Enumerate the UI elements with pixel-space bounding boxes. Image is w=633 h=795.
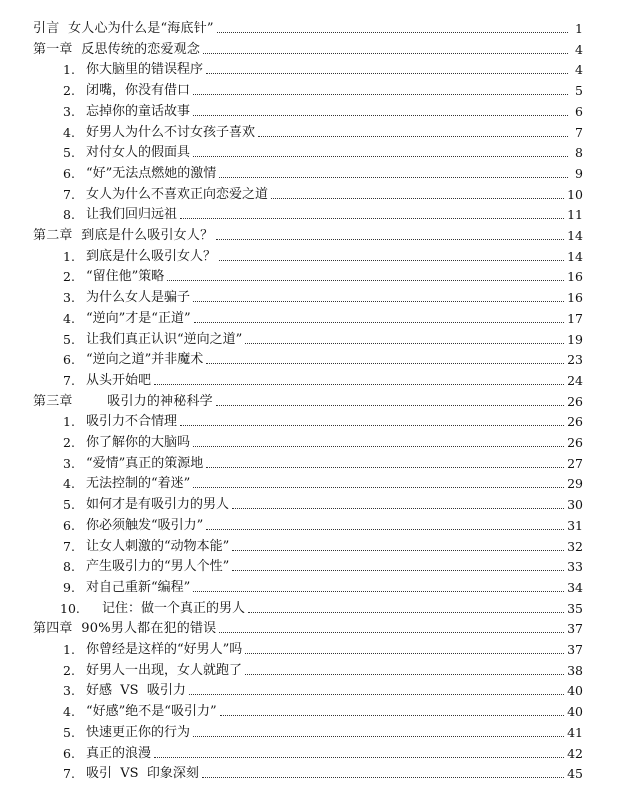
toc-item-entry — [0, 202, 633, 222]
toc-entry-label — [0, 290, 190, 305]
toc-page-number: 1 — [575, 21, 583, 36]
toc-entry-label — [0, 332, 242, 347]
toc-entry-label — [0, 269, 164, 284]
toc-item-entry — [0, 761, 633, 781]
toc-entry-label — [0, 663, 242, 678]
toc-item-entry — [0, 99, 633, 119]
toc-item-number: 2. — [63, 83, 75, 99]
toc-entry-title: 引言 女人心为什么是“海底针” — [33, 21, 214, 36]
toc-entry-title: “好”无法点燃她的激情 — [86, 165, 217, 181]
toc-page-number: 30 — [567, 497, 583, 513]
toc-item-entry — [0, 161, 633, 181]
toc-entry-label — [0, 145, 190, 160]
toc-page-number: 41 — [567, 724, 583, 740]
toc-item-entry — [0, 637, 633, 657]
toc-entry-label — [0, 414, 177, 429]
dot-leader — [206, 528, 564, 530]
toc-item-entry — [0, 471, 633, 491]
toc-item-number: 6. — [63, 352, 75, 368]
toc-entry-title: 吸引 VS 印象深刻 — [86, 766, 199, 782]
toc-item-number: 5. — [63, 497, 75, 513]
toc-item-entry — [0, 513, 633, 533]
toc-item-number: 3. — [63, 455, 75, 471]
toc-entry-title: 第四章 90%男人都在犯的错误 — [33, 621, 217, 637]
dot-leader — [216, 404, 564, 406]
toc-entry-title: 好男人为什么不讨女孩子喜欢 — [86, 124, 256, 140]
toc-page-number: 4 — [575, 41, 583, 57]
toc-item-number: 1. — [63, 248, 75, 264]
dot-leader — [193, 590, 564, 592]
toc-entry-title: 你了解你的大脑吗 — [86, 435, 191, 450]
dot-leader — [232, 569, 564, 571]
toc-page-number: 8 — [575, 145, 583, 161]
toc-item-number: 1. — [63, 642, 75, 657]
toc-item-number: 2. — [63, 269, 75, 285]
toc-item-number: 3. — [63, 683, 75, 699]
toc-item-entry — [0, 554, 633, 574]
toc-entry-label — [0, 352, 203, 367]
toc-item-number: 3. — [63, 290, 75, 306]
toc-entry-label — [0, 373, 151, 388]
toc-page-number: 16 — [567, 290, 583, 306]
toc-entry-title: 对付女人的假面具 — [86, 145, 191, 161]
toc-item-number: 2. — [63, 662, 75, 678]
toc-entry-title: 为什么女人是骗子 — [86, 290, 191, 306]
toc-item-number: 6. — [63, 745, 75, 761]
toc-item-entry — [0, 741, 633, 761]
toc-item-number: 4. — [63, 124, 75, 140]
toc-item-number: 4. — [63, 704, 75, 720]
toc-page-number: 11 — [567, 207, 583, 223]
toc-item-number: 2. — [63, 435, 75, 450]
toc-page-number: 38 — [567, 662, 583, 678]
toc-page-number: 16 — [567, 269, 583, 285]
toc-chapter-entry — [0, 223, 633, 243]
dot-leader — [206, 72, 568, 74]
dot-leader — [180, 424, 564, 426]
toc-entry-label — [0, 166, 216, 181]
toc-entry-title: 无法控制的“着迷” — [86, 476, 191, 492]
toc-item-entry — [0, 492, 633, 512]
toc-page-number: 40 — [567, 683, 583, 699]
toc-page-number: 29 — [567, 476, 583, 492]
toc-entry-label — [0, 683, 186, 698]
dot-leader — [219, 631, 564, 633]
toc-entry-title: 吸引力不合情理 — [86, 414, 178, 430]
toc-entry-title: 让女人刺激的“动物本能” — [86, 538, 230, 554]
toc-entry-title: 让我们回归远祖 — [86, 207, 178, 223]
toc-page-number: 37 — [567, 621, 583, 637]
toc-item-number: 8. — [63, 559, 75, 575]
toc-entry-title: 快速更正你的行为 — [86, 724, 191, 740]
toc-page-number: 26 — [567, 393, 583, 409]
toc-entry-label — [0, 83, 190, 98]
dot-leader — [167, 279, 564, 281]
toc-page-number: 6 — [575, 103, 583, 119]
toc-item-entry — [0, 430, 633, 450]
dot-leader — [180, 217, 564, 219]
toc-page-number: 37 — [567, 642, 583, 657]
toc-page-number: 9 — [575, 165, 583, 181]
dot-leader — [220, 714, 565, 716]
toc-entry-title: 让我们真正认识“逆向之道” — [86, 331, 243, 347]
toc-item-entry — [0, 451, 633, 471]
toc-entry-title: 第一章 反思传统的恋爱观念 — [33, 41, 201, 57]
toc-entry-label — [0, 42, 200, 57]
toc-item-number: 5. — [63, 145, 75, 161]
toc-page-number: 35 — [567, 600, 583, 616]
toc-entry-title: 第二章 到底是什么吸引女人？ — [33, 228, 214, 243]
dot-leader — [206, 362, 564, 364]
toc-item-number: 8. — [63, 207, 75, 223]
toc-entry-title: 到底是什么吸引女人？ — [86, 248, 217, 264]
toc-entry-title: 女人为什么不喜欢正向恋爱之道 — [86, 186, 269, 202]
toc-entry-label — [0, 125, 255, 140]
toc-entry-label — [0, 601, 245, 616]
dot-leader — [245, 342, 564, 344]
toc-entry-label — [0, 62, 203, 77]
toc-item-number: 9. — [63, 579, 75, 595]
toc-page-number: 23 — [567, 352, 583, 368]
toc-entry-label — [0, 580, 190, 595]
toc-page-number: 26 — [567, 435, 583, 450]
toc-entry-title: 闭嘴，你没有借口 — [86, 83, 191, 99]
toc-item-entry — [0, 699, 633, 719]
toc-page-number: 10 — [567, 186, 583, 202]
toc-entry-label — [0, 187, 268, 202]
toc-item-entry — [0, 244, 633, 264]
dot-leader — [219, 176, 568, 178]
dot-leader — [194, 321, 565, 323]
toc-page-number: 40 — [567, 704, 583, 720]
toc-entry-title: 如何才是有吸引力的男人 — [86, 497, 230, 513]
dot-leader — [193, 445, 564, 447]
toc-item-number: 6. — [63, 517, 75, 533]
toc-page-number: 42 — [567, 745, 583, 761]
toc-page-number: 33 — [567, 559, 583, 575]
toc-item-entry — [0, 182, 633, 202]
toc-page-number: 34 — [567, 579, 583, 595]
toc-page-number: 7 — [575, 124, 583, 140]
toc-page-number: 24 — [567, 372, 583, 388]
toc-entry-label — [0, 207, 177, 222]
toc-entry-title: 好感 VS 吸引力 — [86, 683, 186, 699]
toc-item-entry — [0, 720, 633, 740]
toc-entry-label — [0, 539, 229, 554]
toc-item-number: 7. — [63, 186, 75, 202]
toc-item-number: 6. — [63, 165, 75, 181]
dot-leader — [258, 135, 568, 137]
toc-entry-title: 对自己重新“编程” — [86, 579, 191, 595]
toc-entry-title: 你大脑里的错误程序 — [86, 62, 204, 78]
toc-entry-label — [0, 766, 199, 781]
dot-leader — [217, 31, 568, 33]
toc-chapter-entry — [0, 389, 633, 409]
dot-leader — [271, 197, 564, 199]
dot-leader — [216, 238, 564, 240]
toc-entry-label — [0, 725, 190, 740]
toc-entry-title: 真正的浪漫 — [86, 745, 152, 761]
toc-entry-label — [0, 456, 203, 471]
toc-item-entry — [0, 57, 633, 77]
toc-entry-title: 产生吸引力的“男人个性” — [86, 559, 230, 575]
toc-entry-label — [0, 518, 203, 533]
dot-leader — [245, 673, 564, 675]
toc-entry-label — [0, 746, 151, 761]
toc-item-entry — [0, 78, 633, 98]
toc-page-number: 31 — [567, 517, 583, 533]
dot-leader — [154, 383, 564, 385]
toc-entry-title: “逆向之道”并非魔术 — [86, 352, 204, 368]
toc-entry-title: 第三章 吸引力的神秘科学 — [33, 393, 213, 409]
toc-item-entry — [0, 368, 633, 388]
dot-leader — [189, 693, 564, 695]
toc-item-number: 7. — [63, 372, 75, 388]
toc-entry-title: 记住：做一个真正的男人 — [102, 600, 246, 616]
toc-entry-label — [0, 497, 229, 512]
toc-item-entry — [0, 327, 633, 347]
toc-item-number: 7. — [63, 766, 75, 782]
toc-chapter-entry — [0, 37, 633, 57]
toc-page-number: 14 — [567, 228, 583, 243]
toc-item-entry — [0, 306, 633, 326]
toc-item-entry — [0, 140, 633, 160]
toc-item-entry — [0, 120, 633, 140]
toc-item-number: 5. — [63, 331, 75, 347]
dot-leader — [219, 259, 564, 261]
toc-entry-label — [0, 311, 191, 326]
toc-item-entry — [0, 264, 633, 284]
toc-item-number: 7. — [63, 538, 75, 554]
toc-item-number: 1. — [63, 62, 75, 78]
toc-item-entry — [0, 347, 633, 367]
toc-page-number: 17 — [567, 310, 583, 326]
toc-page-number: 4 — [575, 62, 583, 78]
dot-leader — [232, 507, 564, 509]
dot-leader — [193, 114, 568, 116]
toc-entry-label — [0, 704, 217, 719]
toc-item-number: 5. — [63, 724, 75, 740]
dot-leader — [193, 486, 564, 488]
toc-item-entry — [0, 409, 633, 429]
toc-entry-label — [0, 559, 229, 574]
toc-entry-title: 忘掉你的童话故事 — [86, 103, 191, 119]
toc-chapter-entry — [0, 616, 633, 636]
dot-leader — [193, 300, 564, 302]
dot-leader — [232, 549, 564, 551]
dot-leader — [193, 93, 568, 95]
toc-entry-label — [0, 642, 242, 657]
toc-item-entry — [0, 596, 633, 616]
dot-leader — [193, 735, 564, 737]
toc-entry-label — [0, 249, 216, 264]
toc-chapter-entry — [0, 16, 633, 36]
toc-entry-title: “逆向”才是“正道” — [86, 310, 191, 326]
toc-entry-label — [0, 104, 190, 119]
toc-entry-label — [0, 435, 190, 450]
toc-page-number: 14 — [567, 248, 583, 264]
toc-entry-label — [0, 476, 190, 491]
dot-leader — [245, 652, 564, 654]
toc-page-number: 19 — [567, 331, 583, 347]
toc-item-number: 1. — [63, 414, 75, 430]
dot-leader — [154, 756, 564, 758]
toc-entry-label — [0, 621, 216, 636]
toc-page-number: 32 — [567, 538, 583, 554]
toc-entry-label — [0, 21, 214, 36]
toc-entry-title: “爱情”真正的策源地 — [86, 455, 204, 471]
toc-item-number: 4. — [63, 476, 75, 492]
toc-entry-title: “留住他”策略 — [86, 269, 165, 285]
toc-entry-title: 你曾经是这样的“好男人”吗 — [86, 642, 243, 657]
dot-leader — [203, 52, 568, 54]
toc-item-entry — [0, 575, 633, 595]
dot-leader — [248, 611, 564, 613]
toc-item-entry — [0, 658, 633, 678]
toc-item-entry — [0, 678, 633, 698]
toc-entry-title: 好男人一出现，女人就跑了 — [86, 662, 243, 678]
toc-item-entry — [0, 285, 633, 305]
toc-page-number: 5 — [575, 83, 583, 99]
dot-leader — [206, 466, 564, 468]
toc-item-number: 3. — [63, 103, 75, 119]
toc-page-number: 26 — [567, 414, 583, 430]
dot-leader — [202, 776, 564, 778]
toc-entry-title: “好感”绝不是“吸引力” — [86, 704, 217, 720]
toc-entry-title: 你必须触发“吸引力” — [86, 517, 204, 533]
dot-leader — [193, 155, 568, 157]
toc-page-number: 27 — [567, 455, 583, 471]
toc-item-number: 10. — [60, 600, 80, 616]
toc-entry-label — [0, 228, 213, 243]
toc-entry-label — [0, 394, 213, 409]
toc-item-entry — [0, 534, 633, 554]
toc-entry-title: 从头开始吧 — [86, 372, 152, 388]
toc-page-number: 45 — [567, 766, 583, 782]
toc-item-number: 4. — [63, 310, 75, 326]
